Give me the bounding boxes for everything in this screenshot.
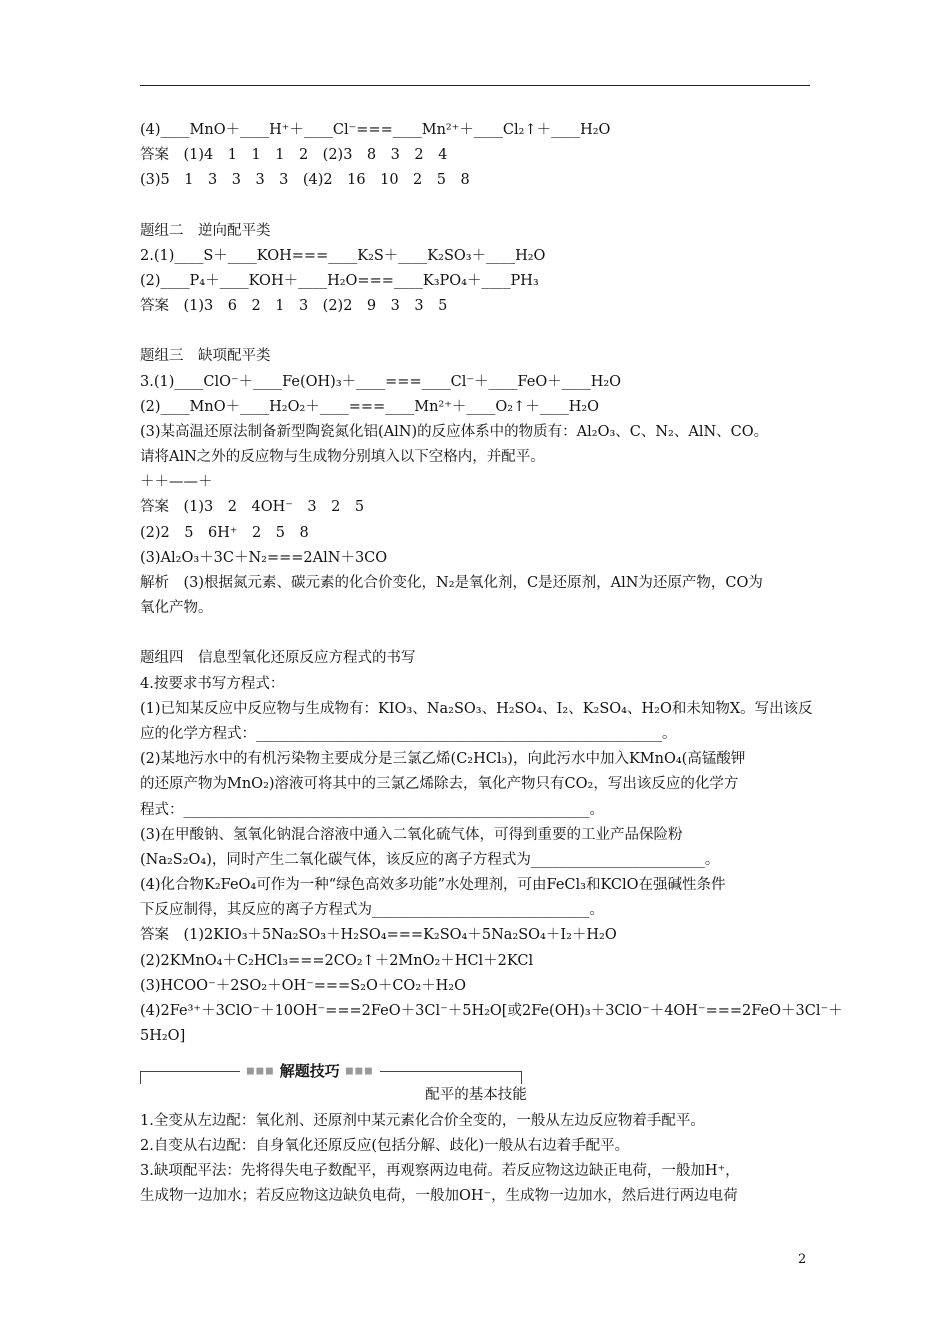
text-line: (3)在甲酸钠、氢氧化钠混合溶液中通入二氧化硫气体，可得到重要的工业产品保险粉	[140, 826, 683, 843]
header-rule	[140, 85, 810, 86]
blank-line	[140, 621, 812, 646]
text-line: (3)Al₂O₃＋3C＋N₂===2AlN＋3CO	[140, 549, 388, 566]
text-line: 答案 (1)2KIO₃＋5Na₂SO₃＋H₂SO₄===K₂SO₄＋5Na₂SO₄＋I₂＋H₂O	[140, 927, 617, 944]
tips-title-box	[240, 1059, 380, 1084]
text-line: 3.(1)____ClO⁻＋____Fe(OH)₃＋____===____Cl⁻＋____FeO＋____H₂O	[140, 373, 622, 390]
text-line: 题组三 缺项配平类	[140, 348, 271, 365]
text-line: 应的化学方程式：________________________________________________________。	[140, 725, 677, 742]
text-line: 4.按要求书写方程式：	[140, 675, 285, 692]
text-line: (4)2Fe³⁺＋3ClO⁻＋10OH⁻===2FeO＋3Cl⁻＋5H₂O[或2Fe(OH)₃＋3ClO⁻＋4OH⁻===2FeO＋3Cl⁻＋	[140, 1003, 843, 1019]
text-line: 的还原产物为MnO₂)溶液可将其中的三氯乙烯除去，氧化产物只有CO₂，写出该反应的化学方	[140, 776, 739, 793]
text-line: 1.全变从左边配：氧化剂、还原剂中某元素化合价全变的，一般从左边反应物着手配平。	[140, 1112, 705, 1129]
text-line: (2)2 5 6H⁺ 2 5 8	[140, 524, 309, 541]
text-line: 程式：________________________________________________________。	[140, 801, 604, 818]
text-line: (Na₂S₂O₄)，同时产生二氧化碳气体，该反应的离子方程式为________________________。	[140, 851, 720, 868]
text-line: 氧化产物。	[140, 600, 213, 617]
text-line: (3)5 1 3 3 3 3 (4)2 16 10 2 5 8	[140, 172, 470, 189]
text-line: 生成物一边加水；若反应物这边缺负电荷，一般加OH⁻，生成物一边加水，然后进行两边电荷	[140, 1188, 738, 1205]
text-line: (4)____MnO＋____H⁺＋____Cl⁻===____Mn²⁺＋____Cl₂↑＋____H₂O	[140, 122, 611, 138]
page-number: 2	[798, 1252, 807, 1267]
text-line: 题组四 信息型氧化还原反应方程式的书写	[140, 650, 416, 667]
text-line: 请将AlN之外的反应物与生成物分别填入以下空格内，并配平。	[140, 449, 545, 466]
tips-section	[140, 1083, 812, 1209]
tips-title: 解题技巧	[279, 1062, 340, 1081]
text-line: 2.自变从右边配：自身氧化还原反应(包括分解、歧化)一般从右边着手配平。	[140, 1137, 630, 1154]
text-line: 答案 (1)3 6 2 1 3 (2)2 9 3 3 5	[140, 298, 448, 315]
text-line: 答案 (1)3 2 4OH⁻ 3 2 5	[140, 499, 365, 516]
text-line: (2)某地污水中的有机污染物主要成分是三氯乙烯(C₂HCl₃)，向此污水中加入KMnO₄(高锰酸钾	[140, 751, 746, 768]
text-line: 下反应制得，其反应的离子方程式为______________________________。	[140, 902, 604, 919]
exercise-section	[140, 118, 843, 1049]
text-line: 配平的基本技能	[425, 1087, 527, 1104]
text-line: (1)已知某反应中反应物与生成物有：KIO₃、Na₂SO₃、H₂SO₄、I₂、K₂SO₄、H₂O和未知物X。写出该反	[140, 700, 813, 717]
tips-banner	[140, 1049, 520, 1083]
text-line: 3.缺项配平法：先将得失电子数配平，再观察两边电荷。若反应物这边缺正电荷，一般加H⁺，	[140, 1162, 740, 1179]
document-body	[140, 118, 843, 1209]
text-line: 2.(1)____S＋____KOH===____K₂S＋____K₂SO₃＋____H₂O	[140, 247, 546, 264]
blank-line	[140, 319, 812, 344]
decor-squares-icon: ■■■	[246, 1066, 275, 1077]
text-line: (4)化合物K₂FeO₄可作为一种“绿色高效多功能”水处理剂，可由FeCl₃和KClO在强碱性条件	[140, 877, 726, 894]
text-line: ＋＋——＋	[140, 474, 213, 491]
text-line: (3)HCOO⁻＋2SO₂＋OH⁻===S₂O＋CO₂＋H₂O	[140, 977, 466, 994]
text-line: (2)____P₄＋____KOH＋____H₂O===____K₃PO₄＋____PH₃	[140, 272, 539, 289]
text-line: (3)某高温还原法制备新型陶瓷氮化铝(AlN)的反应体系中的物质有：Al₂O₃、C、N₂、AlN、CO。	[140, 423, 769, 440]
text-line: 答案 (1)4 1 1 1 2 (2)3 8 3 2 4	[140, 147, 448, 164]
text-line: (2)2KMnO₄＋C₂HCl₃===2CO₂↑＋2MnO₂＋HCl＋2KCl	[140, 952, 534, 969]
decor-squares-icon: ■■■	[345, 1066, 374, 1077]
text-line: 解析 (3)根据氮元素、碳元素的化合价变化，N₂是氧化剂，C是还原剂，AlN为还原产物，CO为	[140, 575, 763, 591]
text-line: 题组二 逆向配平类	[140, 222, 271, 239]
text-line: (2)____MnO＋____H₂O₂＋____===____Mn²⁺＋____O₂↑＋____H₂O	[140, 398, 600, 415]
text-line: 5H₂O]	[140, 1028, 186, 1045]
blank-line	[140, 194, 812, 219]
